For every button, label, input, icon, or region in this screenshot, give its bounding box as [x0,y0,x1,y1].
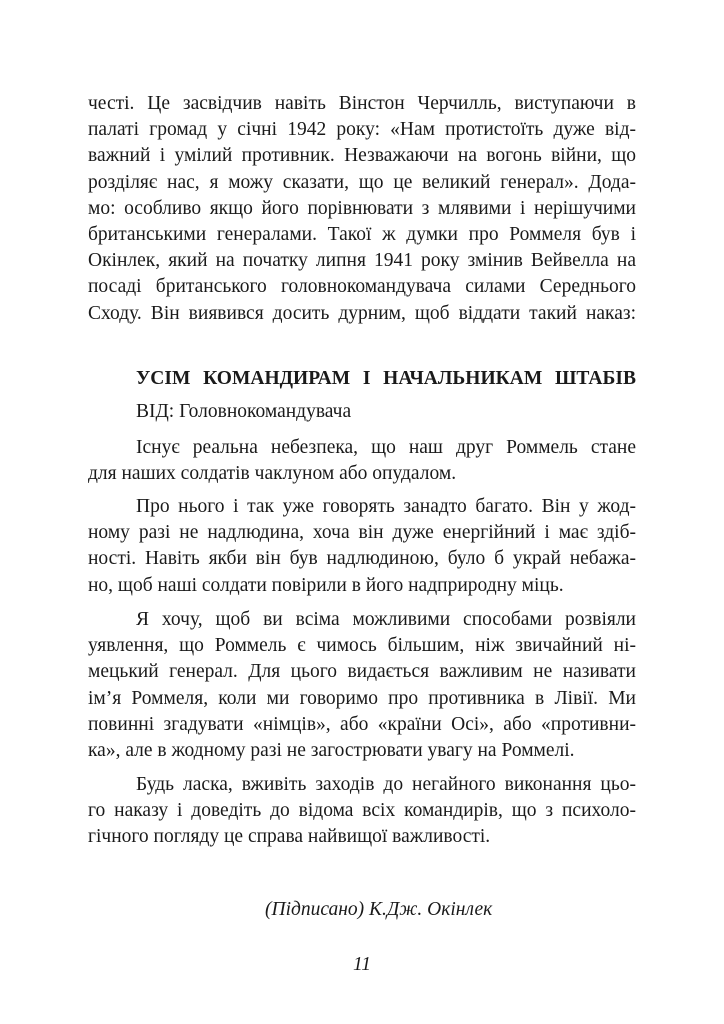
text-line: уявлення, що Роммель є чимось більшим, ніж звичайний ні- [88,635,636,657]
order-paragraph-4 [88,772,636,851]
text-line: Сходу. Він виявився досить дурним, щоб віддати такий наказ: [88,302,636,324]
text-line: важний і умілий противник. Незважаючи на вогонь війни, що [88,145,636,167]
text-line: Я хочу, щоб ви всіма можливими способами розвіяли [136,609,636,630]
text-line: ка», але в жодному разі не загострювати увагу на Роммелі. [88,740,575,762]
text-line: повинні згадувати «німців», або «країни Осі», або «противни- [88,713,636,735]
intro-paragraph [88,91,636,327]
text-line: го наказу і доведіть до відома всіх командирів, що з психоло- [88,800,636,822]
order-signature: (Підписано) К.Дж. Окінлек [265,899,493,920]
text-line: гічного погляду це справа найвищої важливості. [88,826,491,848]
text-line: посаді британського головнокомандувача силами Середнього [88,276,636,298]
text-line: Окінлек, який на початку липня 1941 року змінив Вейвелла на [88,250,636,272]
text-line: мо: особливо якщо його порівнювати з млявими і нерішучими [88,197,636,219]
text-line: розділяє нас, я можу сказати, що це великий генерал». Дода- [88,171,636,193]
text-line: ному разі не надлюдина, хоча він дуже енергійний і має здіб- [88,522,636,544]
text-line: палаті громад у січні 1942 року: «Нам протистоїть дуже від- [88,119,636,141]
text-line: ім’я Роммеля, коли ми говоримо про противника в Лівії. Ми [88,687,636,709]
text-line: Про нього і так уже говорять занадто багато. Він у жод- [136,496,636,517]
text-line: Будь ласка, вживіть заходів до негайного виконання цьо- [136,774,636,795]
text-line: Існує реальна небезпека, що наш друг Роммель стане [136,437,636,458]
text-line: но, щоб наші солдати повірили в його надприродну міць. [88,574,564,596]
text-line: мецький генерал. Для цього видається важливим не називати [88,661,636,683]
order-paragraph-1 [88,435,636,487]
text-line: для наших солдатів чаклуном або опудалом. [88,463,457,485]
text-line: честі. Це засвідчив навіть Вінстон Черчилль, виступаючи в [88,93,636,114]
text-line: ності. Навіть якби він був надлюдиною, було б украй небажа- [88,548,636,570]
order-from-line: ВІД: Головнокомандувача [136,401,352,422]
page-number: 11 [352,954,372,975]
order-paragraph-3 [88,607,636,764]
text-line: британськими генералами. Такої ж думки про Роммеля був і [88,224,636,246]
order-paragraph-2 [88,494,636,599]
order-heading: УСІМ КОМАНДИРАМ І НАЧАЛЬНИКАМ ШТАБІВ [136,368,636,389]
